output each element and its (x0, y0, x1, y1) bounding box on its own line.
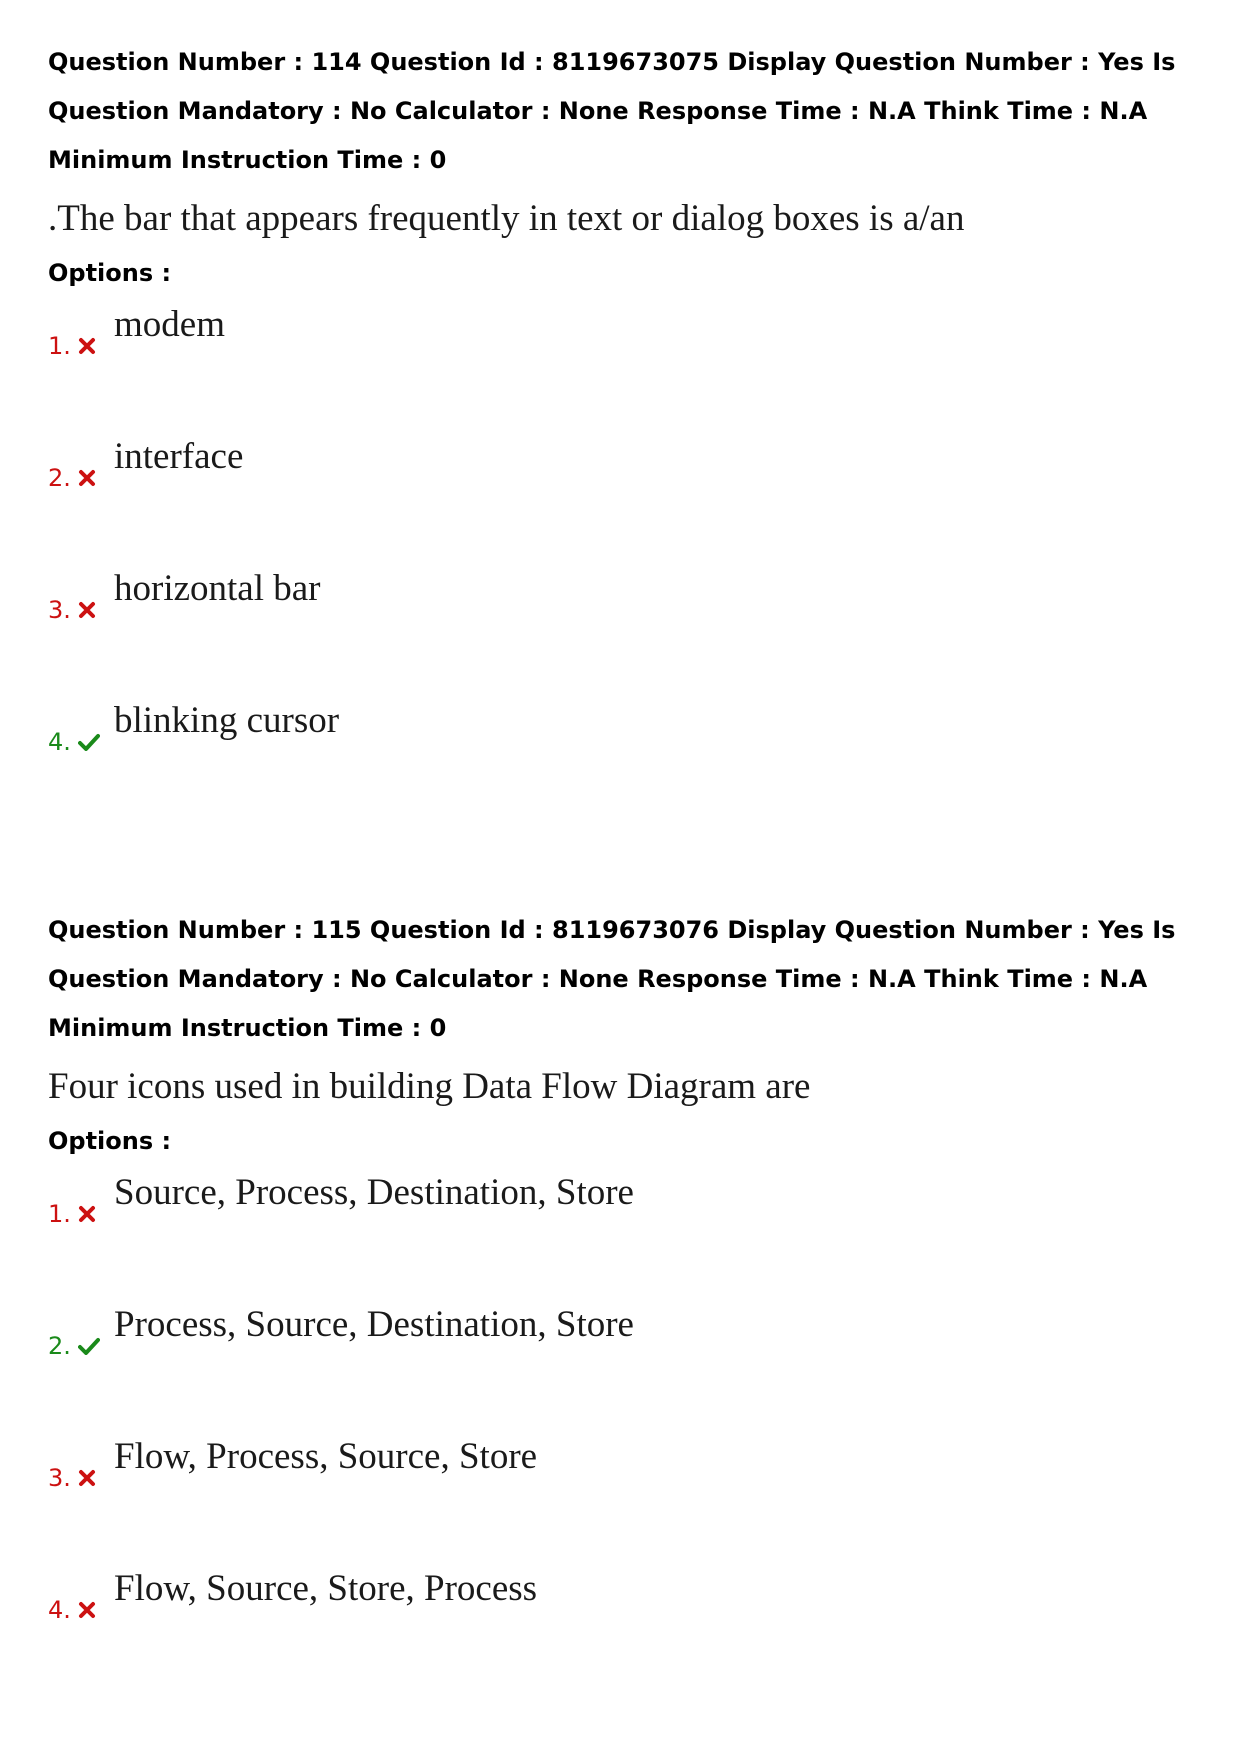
option-text: Source, Process, Destination, Store (114, 1172, 634, 1213)
check-icon (78, 1337, 100, 1355)
cross-icon (78, 601, 96, 619)
option-number: 4. (48, 728, 71, 756)
option-item (48, 291, 1208, 423)
option-number: 4. (48, 1596, 71, 1624)
cross-icon (78, 1469, 96, 1487)
option-number: 1. (48, 332, 71, 360)
option-item (48, 1291, 1208, 1423)
question-stem: Four icons used in building Data Flow Diagram are (48, 1066, 811, 1107)
option-item (48, 555, 1208, 687)
option-text: Process, Source, Destination, Store (114, 1304, 634, 1345)
option-text: Flow, Process, Source, Store (114, 1436, 538, 1477)
cross-icon (78, 1205, 96, 1223)
option-text: interface (114, 436, 244, 477)
options-heading: Options : (48, 1127, 172, 1155)
options-list (48, 291, 1208, 819)
cross-icon (78, 1601, 96, 1619)
question-meta: Question Number : 115 Question Id : 8119673076 Display Question Number : Yes Is Question Mandatory : No Calculator : None Response Time : N.A Think Time : N.A Minimum Instruction Time : 0 (48, 916, 1176, 1042)
option-number: 3. (48, 596, 71, 624)
option-number: 2. (48, 1332, 71, 1360)
option-number: 2. (48, 464, 71, 492)
option-number: 1. (48, 1200, 71, 1228)
option-number: 3. (48, 1464, 71, 1492)
question-block-114 (48, 38, 1208, 819)
cross-icon (78, 469, 96, 487)
option-text: modem (114, 304, 225, 345)
option-text: horizontal bar (114, 568, 321, 609)
options-heading: Options : (48, 259, 172, 287)
question-block-115 (48, 906, 1208, 1687)
option-text: Flow, Source, Store, Process (114, 1568, 538, 1609)
option-item (48, 1555, 1208, 1687)
question-meta: Question Number : 114 Question Id : 8119673075 Display Question Number : Yes Is Question Mandatory : No Calculator : None Response Time : N.A Think Time : N.A Minimum Instruction Time : 0 (48, 48, 1176, 174)
option-item (48, 1159, 1208, 1291)
option-item (48, 1423, 1208, 1555)
check-icon (78, 733, 100, 751)
cross-icon (78, 337, 96, 355)
options-list (48, 1159, 1208, 1687)
question-stem: .The bar that appears frequently in text or dialog boxes is a/an (48, 198, 965, 239)
option-item (48, 423, 1208, 555)
option-item (48, 687, 1208, 819)
option-text: blinking cursor (114, 700, 340, 741)
